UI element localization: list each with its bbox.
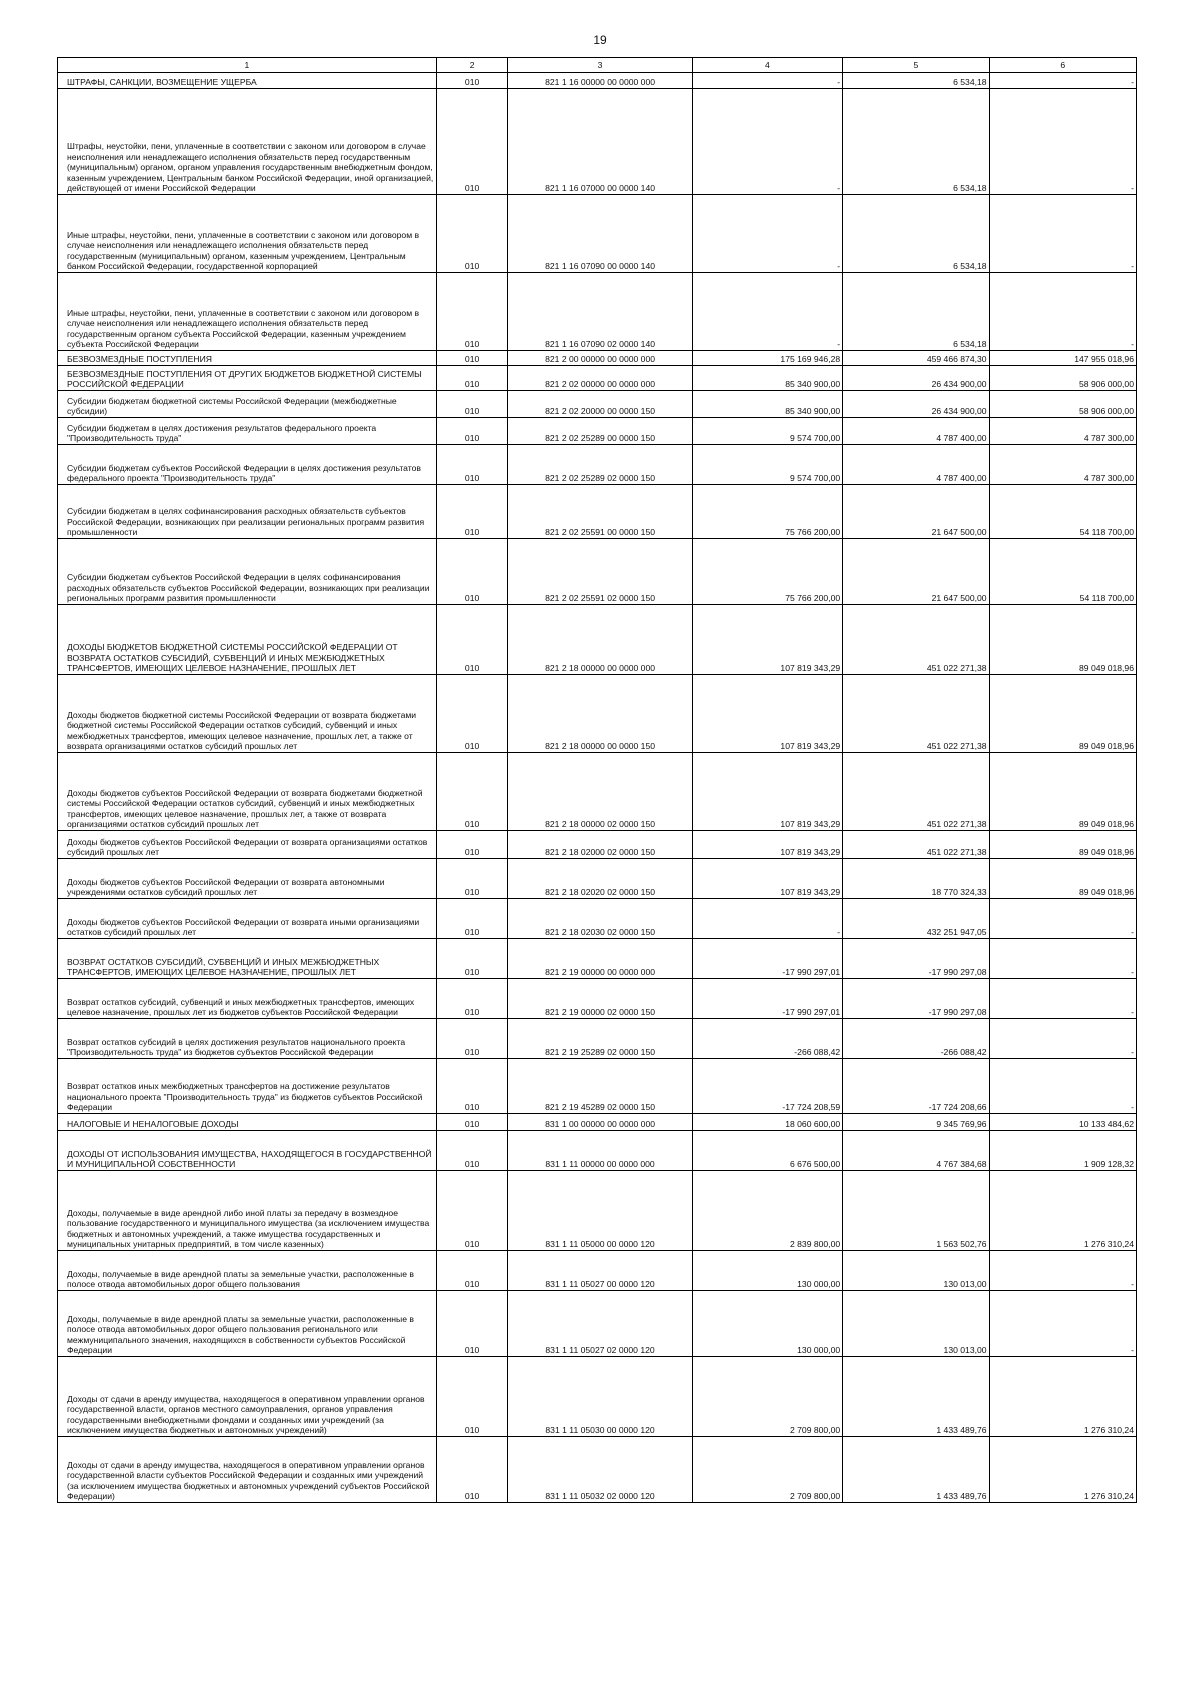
row-name-cell: НАЛОГОВЫЕ И НЕНАЛОГОВЫЕ ДОХОДЫ [58,1114,437,1131]
table-row [58,859,1137,899]
table-row [58,73,1137,89]
value-cell-column-4: 2 839 800,00 [692,1171,842,1251]
row-name-cell: Доходы бюджетов субъектов Российской Федерации от возврата организациями остатков субсидий прошлых лет [58,831,437,859]
value-cell-column-4: 107 819 343,29 [692,675,842,753]
table-row [58,445,1137,485]
row-name-cell: Субсидии бюджетам в целях софинансирования расходных обязательств субъектов Российской Федерации, возникающих при реализации региональных программ развития промышленности [58,485,437,539]
value-cell-column-6: - [989,1019,1136,1059]
budget-classification-code-cell: 821 2 00 00000 00 0000 000 [508,351,692,366]
value-cell-column-4: 107 819 343,29 [692,859,842,899]
value-cell-column-6: - [989,1291,1136,1357]
value-cell-column-4: - [692,89,842,195]
budget-classification-code-cell: 821 2 02 25591 02 0000 150 [508,539,692,605]
column-header-2: 2 [436,58,508,73]
value-cell-column-4: 9 574 700,00 [692,445,842,485]
table-row [58,89,1137,195]
budget-classification-code-cell: 831 1 00 00000 00 0000 000 [508,1114,692,1131]
row-name-cell: Штрафы, неустойки, пени, уплаченные в соответствии с законом или договором в случае неисполнения или ненадлежащего исполнения обязательств перед государственным (муниципальным) органом, органом управления государственным внебюджетным фондом, казенным учреждением, Центральным банком Российской Федерации, иной организацией, действующей от имени Российской Федерации [58,89,437,195]
table-row [58,273,1137,351]
value-cell-column-5: 451 022 271,38 [843,675,989,753]
value-cell-column-4: -17 724 208,59 [692,1059,842,1114]
value-cell-column-4: - [692,899,842,939]
line-code-cell: 010 [436,859,508,899]
value-cell-column-6: 89 049 018,96 [989,675,1136,753]
row-name-cell: ШТРАФЫ, САНКЦИИ, ВОЗМЕЩЕНИЕ УЩЕРБА [58,73,437,89]
budget-classification-code-cell: 831 1 11 05027 02 0000 120 [508,1291,692,1357]
row-name-cell: БЕЗВОЗМЕЗДНЫЕ ПОСТУПЛЕНИЯ ОТ ДРУГИХ БЮДЖЕТОВ БЮДЖЕТНОЙ СИСТЕМЫ РОССИЙСКОЙ ФЕДЕРАЦИИ [58,366,437,391]
table-row [58,1114,1137,1131]
value-cell-column-6: 58 906 000,00 [989,391,1136,418]
value-cell-column-6: 89 049 018,96 [989,859,1136,899]
value-cell-column-6: 147 955 018,96 [989,351,1136,366]
budget-classification-code-cell: 821 2 18 00000 00 0000 000 [508,605,692,675]
table-row [58,605,1137,675]
value-cell-column-5: 1 433 489,76 [843,1357,989,1437]
table-row [58,1019,1137,1059]
value-cell-column-6: - [989,195,1136,273]
table-row [58,539,1137,605]
row-name-cell: Доходы, получаемые в виде арендной либо иной платы за передачу в возмездное пользование государственного и муниципального имущества (за исключением имущества бюджетных и автономных учреждений, а также имущества государственных и муниципальных унитарных предприятий, в том числе казенных) [58,1171,437,1251]
value-cell-column-6: 1 276 310,24 [989,1357,1136,1437]
row-name-cell: Доходы бюджетов субъектов Российской Федерации от возврата бюджетами бюджетной системы Российской Федерации остатков субсидий, субвенций и иных межбюджетных трансфертов, имеющих целевое назначение, прошлых лет, а также от возврата организациями остатков субсидий прошлых лет [58,753,437,831]
value-cell-column-5: 26 434 900,00 [843,391,989,418]
value-cell-column-6: - [989,1059,1136,1114]
value-cell-column-5: 9 345 769,96 [843,1114,989,1131]
row-name-cell: Возврат остатков субсидий в целях достижения результатов национального проекта "Производительность труда" из бюджетов субъектов Российской Федерации [58,1019,437,1059]
row-name-cell: ВОЗВРАТ ОСТАТКОВ СУБСИДИЙ, СУБВЕНЦИЙ И ИНЫХ МЕЖБЮДЖЕТНЫХ ТРАНСФЕРТОВ, ИМЕЮЩИХ ЦЕЛЕВОЕ НАЗНАЧЕНИЕ, ПРОШЛЫХ ЛЕТ [58,939,437,979]
budget-classification-code-cell: 821 2 18 00000 00 0000 150 [508,675,692,753]
value-cell-column-6: 4 787 300,00 [989,445,1136,485]
row-name-cell: Субсидии бюджетам бюджетной системы Российской Федерации (межбюджетные субсидии) [58,391,437,418]
column-header-5: 5 [843,58,989,73]
value-cell-column-6: 54 118 700,00 [989,485,1136,539]
line-code-cell: 010 [436,195,508,273]
row-name-cell: Доходы, получаемые в виде арендной платы за земельные участки, расположенные в полосе отвода автомобильных дорог общего пользования регионального или межмуниципального значения, находящихся в собственности субъектов Российской Федерации [58,1291,437,1357]
budget-classification-code-cell: 821 2 02 00000 00 0000 000 [508,366,692,391]
value-cell-column-6: 89 049 018,96 [989,753,1136,831]
line-code-cell: 010 [436,418,508,445]
value-cell-column-6: 54 118 700,00 [989,539,1136,605]
row-name-cell: Субсидии бюджетам субъектов Российской Федерации в целях достижения результатов федерального проекта "Производительность труда" [58,445,437,485]
value-cell-column-6: 89 049 018,96 [989,605,1136,675]
value-cell-column-5: 130 013,00 [843,1251,989,1291]
value-cell-column-5: 21 647 500,00 [843,539,989,605]
value-cell-column-4: - [692,273,842,351]
budget-classification-code-cell: 831 1 11 05032 02 0000 120 [508,1437,692,1503]
line-code-cell: 010 [436,351,508,366]
budget-classification-code-cell: 821 2 02 25289 00 0000 150 [508,418,692,445]
budget-classification-code-cell: 821 2 18 02020 02 0000 150 [508,859,692,899]
column-header-6: 6 [989,58,1136,73]
budget-classification-code-cell: 821 1 16 07090 00 0000 140 [508,195,692,273]
line-code-cell: 010 [436,1131,508,1171]
value-cell-column-4: 107 819 343,29 [692,605,842,675]
value-cell-column-5: 4 767 384,68 [843,1131,989,1171]
value-cell-column-4: 2 709 800,00 [692,1357,842,1437]
line-code-cell: 010 [436,1357,508,1437]
row-name-cell: Иные штрафы, неустойки, пени, уплаченные в соответствии с законом или договором в случае неисполнения или ненадлежащего исполнения обязательств перед государственным органом субъекта Российской Федерации, казенным учреждением субъекта Российской Федерации [58,273,437,351]
value-cell-column-6: 58 906 000,00 [989,366,1136,391]
budget-classification-code-cell: 831 1 11 00000 00 0000 000 [508,1131,692,1171]
column-number-row [58,58,1137,73]
budget-classification-code-cell: 821 2 19 45289 02 0000 150 [508,1059,692,1114]
value-cell-column-4: 75 766 200,00 [692,485,842,539]
value-cell-column-6: - [989,273,1136,351]
value-cell-column-5: -17 724 208,66 [843,1059,989,1114]
line-code-cell: 010 [436,366,508,391]
table-row [58,351,1137,366]
value-cell-column-6: - [989,979,1136,1019]
line-code-cell: 010 [436,1291,508,1357]
table-row [58,418,1137,445]
budget-classification-code-cell: 821 1 16 07090 02 0000 140 [508,273,692,351]
column-header-4: 4 [692,58,842,73]
row-name-cell: Доходы бюджетов субъектов Российской Федерации от возврата иными организациями остатков субсидий прошлых лет [58,899,437,939]
value-cell-column-4: 75 766 200,00 [692,539,842,605]
value-cell-column-4: - [692,73,842,89]
budget-classification-code-cell: 821 2 02 25289 02 0000 150 [508,445,692,485]
table-row [58,1131,1137,1171]
budget-classification-code-cell: 831 1 11 05000 00 0000 120 [508,1171,692,1251]
line-code-cell: 010 [436,1114,508,1131]
row-name-cell: ДОХОДЫ БЮДЖЕТОВ БЮДЖЕТНОЙ СИСТЕМЫ РОССИЙСКОЙ ФЕДЕРАЦИИ ОТ ВОЗВРАТА ОСТАТКОВ СУБСИДИЙ, СУБВЕНЦИЙ И ИНЫХ МЕЖБЮДЖЕТНЫХ ТРАНСФЕРТОВ, ИМЕЮЩИХ ЦЕЛЕВОЕ НАЗНАЧЕНИЕ, ПРОШЛЫХ ЛЕТ [58,605,437,675]
value-cell-column-5: 21 647 500,00 [843,485,989,539]
budget-classification-code-cell: 821 2 19 00000 00 0000 000 [508,939,692,979]
line-code-cell: 010 [436,1171,508,1251]
value-cell-column-6: - [989,73,1136,89]
value-cell-column-6: - [989,89,1136,195]
line-code-cell: 010 [436,1059,508,1114]
line-code-cell: 010 [436,445,508,485]
value-cell-column-4: -17 990 297,01 [692,979,842,1019]
table-row [58,1291,1137,1357]
table-row [58,485,1137,539]
line-code-cell: 010 [436,1251,508,1291]
value-cell-column-4: - [692,195,842,273]
column-header-1: 1 [58,58,437,73]
line-code-cell: 010 [436,273,508,351]
value-cell-column-4: 85 340 900,00 [692,366,842,391]
table-row [58,1437,1137,1503]
table-row [58,1251,1137,1291]
page-number: 19 [593,33,607,47]
value-cell-column-5: -17 990 297,08 [843,979,989,1019]
row-name-cell: Возврат остатков иных межбюджетных трансфертов на достижение результатов национального проекта "Производительность труда" из бюджетов субъектов Российской Федерации [58,1059,437,1114]
value-cell-column-4: 85 340 900,00 [692,391,842,418]
table-row [58,899,1137,939]
line-code-cell: 010 [436,939,508,979]
budget-classification-code-cell: 821 2 18 02000 02 0000 150 [508,831,692,859]
budget-classification-code-cell: 821 2 19 00000 02 0000 150 [508,979,692,1019]
row-name-cell: Иные штрафы, неустойки, пени, уплаченные в соответствии с законом или договором в случае неисполнения или ненадлежащего исполнения обязательств перед государственным (муниципальным) органом, казенным учреждением, Центральным банком Российской Федерации, государственной корпорацией [58,195,437,273]
table-row [58,675,1137,753]
line-code-cell: 010 [436,1437,508,1503]
value-cell-column-5: -17 990 297,08 [843,939,989,979]
row-name-cell: БЕЗВОЗМЕЗДНЫЕ ПОСТУПЛЕНИЯ [58,351,437,366]
line-code-cell: 010 [436,899,508,939]
table-row [58,1171,1137,1251]
table-row [58,979,1137,1019]
value-cell-column-4: 9 574 700,00 [692,418,842,445]
table-row [58,391,1137,418]
value-cell-column-5: 4 787 400,00 [843,418,989,445]
value-cell-column-4: 130 000,00 [692,1291,842,1357]
line-code-cell: 010 [436,73,508,89]
value-cell-column-5: 451 022 271,38 [843,605,989,675]
line-code-cell: 010 [436,391,508,418]
value-cell-column-6: 1 276 310,24 [989,1437,1136,1503]
column-header-3: 3 [508,58,692,73]
value-cell-column-6: 10 133 484,62 [989,1114,1136,1131]
budget-classification-code-cell: 821 2 02 25591 00 0000 150 [508,485,692,539]
table-row [58,831,1137,859]
budget-classification-code-cell: 831 1 11 05027 00 0000 120 [508,1251,692,1291]
budget-classification-code-cell: 821 2 19 25289 02 0000 150 [508,1019,692,1059]
value-cell-column-5: 459 466 874,30 [843,351,989,366]
value-cell-column-4: -17 990 297,01 [692,939,842,979]
row-name-cell: Доходы, получаемые в виде арендной платы за земельные участки, расположенные в полосе отвода автомобильных дорог общего пользования [58,1251,437,1291]
value-cell-column-5: 6 534,18 [843,273,989,351]
table-row [58,366,1137,391]
value-cell-column-5: 432 251 947,05 [843,899,989,939]
value-cell-column-4: 18 060 600,00 [692,1114,842,1131]
value-cell-column-4: 107 819 343,29 [692,753,842,831]
value-cell-column-5: 26 434 900,00 [843,366,989,391]
value-cell-column-6: - [989,1251,1136,1291]
row-name-cell: Доходы бюджетов субъектов Российской Федерации от возврата автономными учреждениями остатков субсидий прошлых лет [58,859,437,899]
budget-classification-code-cell: 821 1 16 07000 00 0000 140 [508,89,692,195]
value-cell-column-5: 6 534,18 [843,73,989,89]
value-cell-column-4: -266 088,42 [692,1019,842,1059]
table-row [58,1059,1137,1114]
row-name-cell: Субсидии бюджетам субъектов Российской Федерации в целях софинансирования расходных обязательств субъектов Российской Федерации, возникающих при реализации региональных программ развития промышленности [58,539,437,605]
row-name-cell: Доходы от сдачи в аренду имущества, находящегося в оперативном управлении органов государственной власти, органов местного самоуправления, органов управления государственными внебюджетными фондами и созданных ими учреждений (за исключением имущества бюджетных и автономных учреждений) [58,1357,437,1437]
value-cell-column-6: 89 049 018,96 [989,831,1136,859]
row-name-cell: Возврат остатков субсидий, субвенций и иных межбюджетных трансфертов, имеющих целевое назначение, прошлых лет из бюджетов субъектов Российской Федерации [58,979,437,1019]
value-cell-column-5: -266 088,42 [843,1019,989,1059]
line-code-cell: 010 [436,831,508,859]
value-cell-column-6: - [989,939,1136,979]
value-cell-column-6: 1 909 128,32 [989,1131,1136,1171]
budget-classification-code-cell: 821 2 02 20000 00 0000 150 [508,391,692,418]
table-row [58,195,1137,273]
value-cell-column-5: 4 787 400,00 [843,445,989,485]
budget-classification-code-cell: 821 1 16 00000 00 0000 000 [508,73,692,89]
value-cell-column-5: 1 563 502,76 [843,1171,989,1251]
budget-classification-code-cell: 821 2 18 02030 02 0000 150 [508,899,692,939]
value-cell-column-4: 6 676 500,00 [692,1131,842,1171]
line-code-cell: 010 [436,605,508,675]
table-row [58,753,1137,831]
line-code-cell: 010 [436,675,508,753]
line-code-cell: 010 [436,89,508,195]
value-cell-column-5: 6 534,18 [843,195,989,273]
line-code-cell: 010 [436,979,508,1019]
value-cell-column-5: 451 022 271,38 [843,831,989,859]
value-cell-column-6: 1 276 310,24 [989,1171,1136,1251]
budget-classification-code-cell: 831 1 11 05030 00 0000 120 [508,1357,692,1437]
table-row [58,939,1137,979]
value-cell-column-5: 6 534,18 [843,89,989,195]
line-code-cell: 010 [436,753,508,831]
value-cell-column-6: - [989,899,1136,939]
value-cell-column-6: 4 787 300,00 [989,418,1136,445]
line-code-cell: 010 [436,539,508,605]
budget-classification-code-cell: 821 2 18 00000 02 0000 150 [508,753,692,831]
value-cell-column-5: 130 013,00 [843,1291,989,1357]
row-name-cell: Субсидии бюджетам в целях достижения результатов федерального проекта "Производительность труда" [58,418,437,445]
table-row [58,1357,1137,1437]
value-cell-column-5: 451 022 271,38 [843,753,989,831]
value-cell-column-4: 130 000,00 [692,1251,842,1291]
value-cell-column-4: 175 169 946,28 [692,351,842,366]
line-code-cell: 010 [436,1019,508,1059]
row-name-cell: Доходы бюджетов бюджетной системы Российской Федерации от возврата бюджетами бюджетной системы Российской Федерации остатков субсидий, субвенций и иных межбюджетных трансфертов, имеющих целевое назначение, прошлых лет, а также от возврата организациями остатков субсидий прошлых лет [58,675,437,753]
row-name-cell: ДОХОДЫ ОТ ИСПОЛЬЗОВАНИЯ ИМУЩЕСТВА, НАХОДЯЩЕГОСЯ В ГОСУДАРСТВЕННОЙ И МУНИЦИПАЛЬНОЙ СОБСТВЕННОСТИ [58,1131,437,1171]
value-cell-column-4: 2 709 800,00 [692,1437,842,1503]
row-name-cell: Доходы от сдачи в аренду имущества, находящегося в оперативном управлении органов государственной власти субъектов Российской Федерации и созданных ими учреждений (за исключением имущества бюджетных и автономных учреждений субъектов Российской Федерации) [58,1437,437,1503]
line-code-cell: 010 [436,485,508,539]
value-cell-column-5: 18 770 324,33 [843,859,989,899]
revenue-report-table [57,57,1137,1503]
value-cell-column-4: 107 819 343,29 [692,831,842,859]
value-cell-column-5: 1 433 489,76 [843,1437,989,1503]
